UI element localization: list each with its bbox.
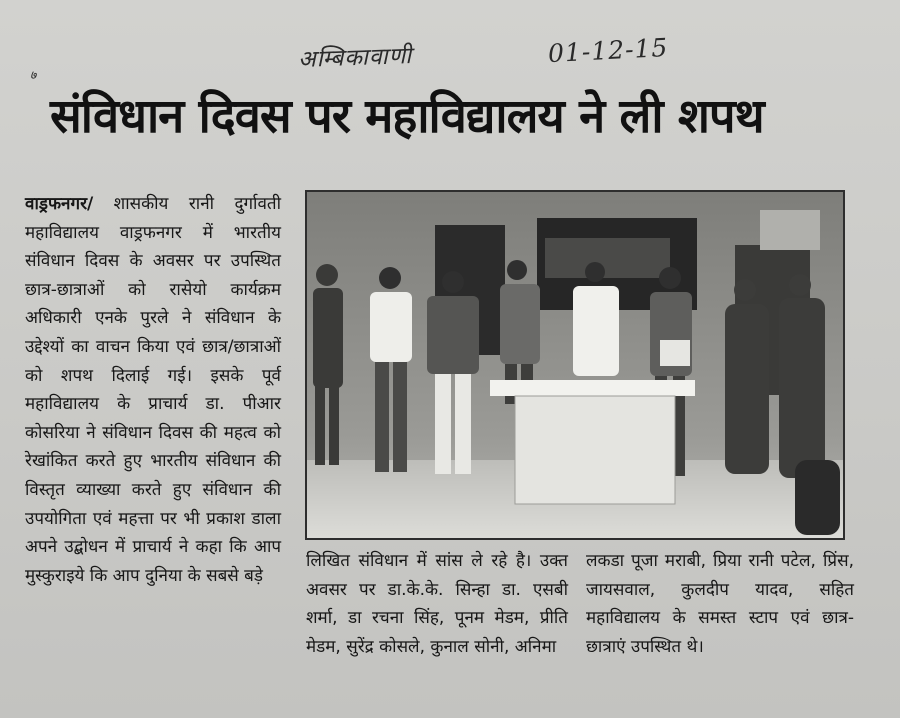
- news-photo: [305, 190, 845, 540]
- article-column-3: [586, 547, 854, 661]
- photo-oath-ceremony-icon: [305, 190, 845, 540]
- column-2-text: लिखित संविधान में सांस ले रहे है। उक्त अवसर पर डा.के.के. सिन्हा डा. एसबी शर्मा, डा रचना सिंह, पूनम मेडम, प्रीति मेडम, सुरेंद्र कोसले, कुनाल सोनी, अनिमा: [306, 551, 568, 657]
- handwritten-date: 01-12-15: [547, 32, 670, 69]
- article-column-2: [306, 547, 568, 661]
- page-mark: ७: [30, 68, 38, 82]
- column-1-text: शासकीय रानी दुर्गावती महाविद्यालय वाड्रफनगर में भारतीय संविधान दिवस के अवसर पर उपस्थित छात्र-छात्राओं को रासेयो कार्यक्रम अधिकारी एनके पुरले ने संविधान के उद्देश्यों का वाचन किया एवं छात्र/छात्राओं को शपथ दिलाई गई। इसके पूर्व महाविद्यालय के प्राचार्य डा. पीआर कोसरिया ने संविधान दिवस की महत्व को रेखांकित करते हुए भारतीय संविधान की विस्तृत व्याख्या करते हुए संविधान की उपयोगिता एवं महत्ता पर भी प्रकाश डाला अपने उद्बोधन में प्राचार्य ने कहा कि आप मुस्कुराइये कि आप दुनिया के सबसे बड़े: [25, 194, 281, 586]
- handwritten-source-note: अम्बिकावाणी: [297, 43, 413, 73]
- article-column-1: [25, 190, 281, 590]
- dateline: वाड्रफनगर/: [25, 194, 94, 214]
- headline: संविधान दिवस पर महाविद्यालय ने ली शपथ: [50, 89, 764, 144]
- column-3-text: लकडा पूजा मराबी, प्रिया रानी पटेल, प्रिंस, जायसवाल, कुलदीप यादव, सहित महाविद्यालय के समस्त स्टाप एवं छात्र- छात्राएं उपस्थित थे।: [586, 551, 854, 657]
